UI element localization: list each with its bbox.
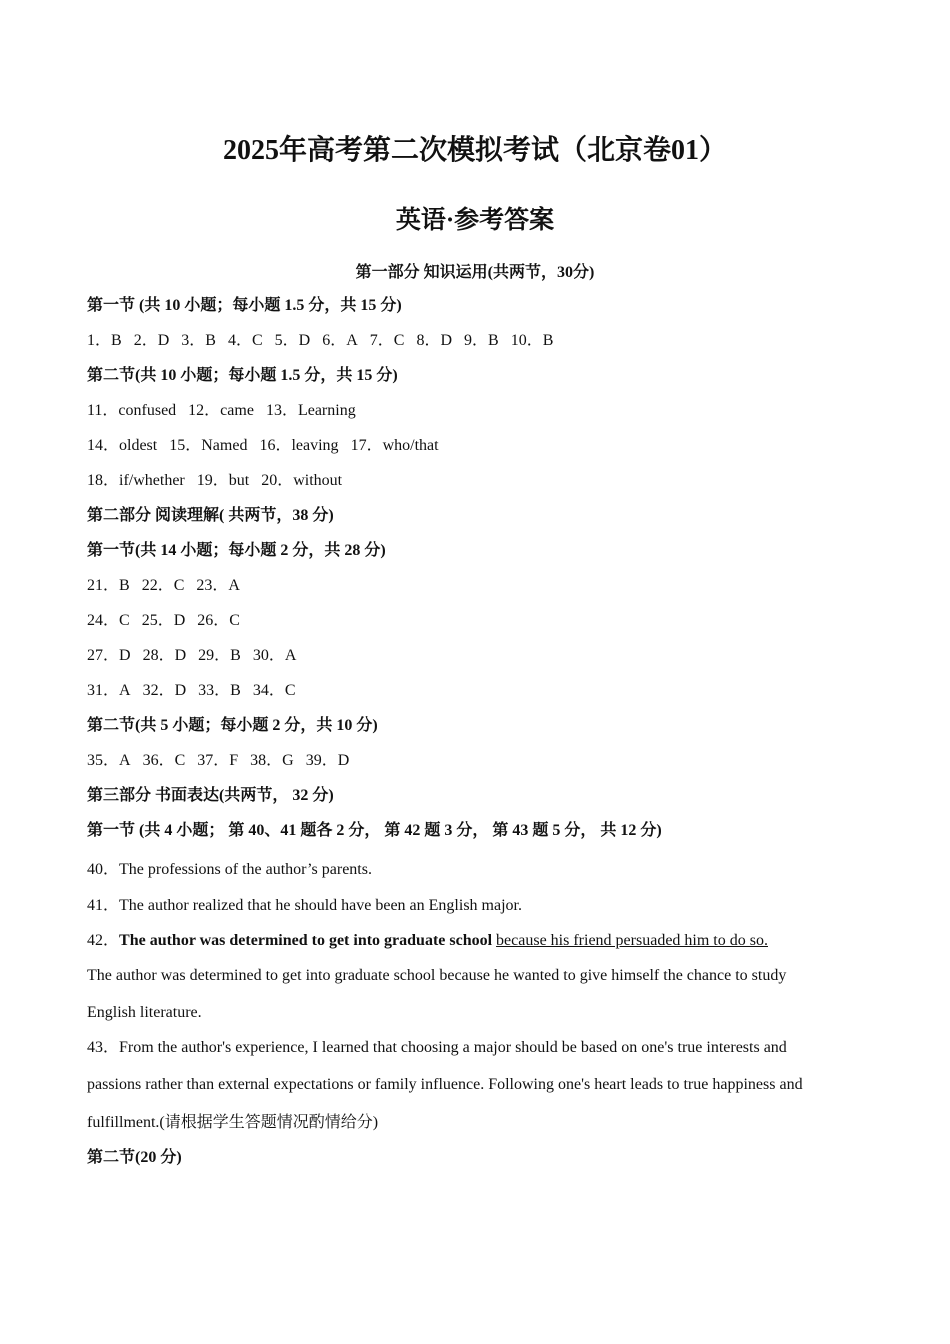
answer-item: 19．but: [196, 472, 250, 489]
answer-item: 16．leaving: [259, 437, 339, 454]
answer-item: 24．C: [87, 612, 130, 629]
answer-item: 8．D: [416, 332, 452, 349]
answer-item: 9．B: [464, 332, 499, 349]
answer-item: 21．B: [87, 577, 130, 594]
answer-item: 20．without: [261, 472, 343, 489]
question-43-line: fulfillment.(请根据学生答题情况酌情给分): [87, 1114, 379, 1131]
answer-item: 29．B: [198, 647, 241, 664]
part3-section1-heading: 第一节 (共 4 小题； 第 40、41 题各 2 分， 第 42 题 3 分， 第 43 题 5 分， 共 12 分): [87, 822, 662, 839]
answer-item: 15．Named: [169, 437, 248, 454]
answer-item: 14．oldest: [87, 437, 158, 454]
answer-item: 31．A: [87, 682, 131, 699]
answer-item: 2．D: [133, 332, 170, 349]
part2-heading: 第二部分 阅读理解( 共两节，38 分): [87, 507, 334, 524]
answer-item: 35．A: [87, 752, 131, 769]
answer-item: 39．D: [305, 752, 350, 769]
bold-answer-text: The author was determined to get into graduate school: [119, 932, 493, 949]
answer-item: 13．Learning: [265, 402, 356, 419]
answer-item: 28．D: [142, 647, 187, 664]
part2-section1-row: [87, 681, 296, 701]
part2-section1-row: [87, 611, 240, 631]
answer-item: 36．C: [142, 752, 186, 769]
question-40-answer: 40．The professions of the author’s parents.: [87, 861, 372, 878]
part2-section1-row: [87, 576, 240, 596]
answer-item: 34．C: [252, 682, 296, 699]
answer-item: 22．C: [141, 577, 185, 594]
answer-item: 30．A: [252, 647, 297, 664]
answer-item: 33．B: [198, 682, 241, 699]
part1-section2-row: [87, 471, 342, 491]
part3-section2-heading: 第二节(20 分): [87, 1149, 182, 1166]
answer-item: 1．B: [87, 332, 122, 349]
answer-item: 7．C: [369, 332, 405, 349]
answer-item: 23．A: [196, 577, 240, 594]
question-43-line: passions rather than external expectations or family influence. Following one's heart leads to true happiness and: [87, 1076, 803, 1093]
part1-section2-row: [87, 401, 356, 421]
question-42-alt-line: The author was determined to get into graduate school because he wanted to give himself the chance to study: [87, 967, 787, 984]
part1-section2-heading: 第二节(共 10 小题；每小题 1.5 分，共 15 分): [87, 367, 398, 384]
answer-item: 6．A: [322, 332, 358, 349]
underlined-answer-text: because his friend persuaded him to do so.: [496, 932, 768, 949]
question-41-answer: 41．The author realized that he should have been an English major.: [87, 897, 522, 914]
answer-item: 38．G: [250, 752, 294, 769]
answer-item: 37．F: [197, 752, 239, 769]
part2-section2-answers: [87, 751, 349, 771]
question-42-alt-line: English literature.: [87, 1004, 202, 1021]
question-43-line: 43．From the author's experience, I learned that choosing a major should be based on one's true interests and: [87, 1039, 787, 1056]
answer-item: 18．if/whether: [87, 472, 185, 489]
answer-item: 10．B: [510, 332, 554, 349]
answer-item: 12．came: [188, 402, 254, 419]
answer-item: 27．D: [87, 647, 131, 664]
page-subtitle: 英语·参考答案: [395, 207, 555, 234]
question-number: 42．: [87, 932, 120, 949]
answer-item: 5．D: [274, 332, 311, 349]
part2-section2-heading: 第二节(共 5 小题；每小题 2 分，共 10 分): [87, 717, 378, 734]
answer-item: 32．D: [142, 682, 187, 699]
answer-item: 25．D: [141, 612, 186, 629]
part2-section1-heading: 第一节(共 14 小题；每小题 2 分，共 28 分): [87, 542, 386, 559]
part1-section2-row: [87, 436, 439, 456]
part1-section1-answers: [87, 331, 553, 351]
part3-heading: 第三部分 书面表达(共两节， 32 分): [87, 787, 334, 804]
page-title: 2025年高考第二次模拟考试（北京卷01）: [222, 135, 727, 166]
question-42-answer: [87, 931, 768, 951]
answer-item: 11．confused: [87, 402, 177, 419]
part2-section1-row: [87, 646, 296, 666]
part1-heading: 第一部分 知识运用(共两节，30分): [355, 264, 595, 281]
answer-item: 26．C: [197, 612, 240, 629]
answer-item: 4．C: [227, 332, 263, 349]
part1-section1-heading: 第一节 (共 10 小题；每小题 1.5 分，共 15 分): [87, 297, 402, 314]
answer-item: 17．who/that: [350, 437, 439, 454]
answer-item: 3．B: [181, 332, 216, 349]
